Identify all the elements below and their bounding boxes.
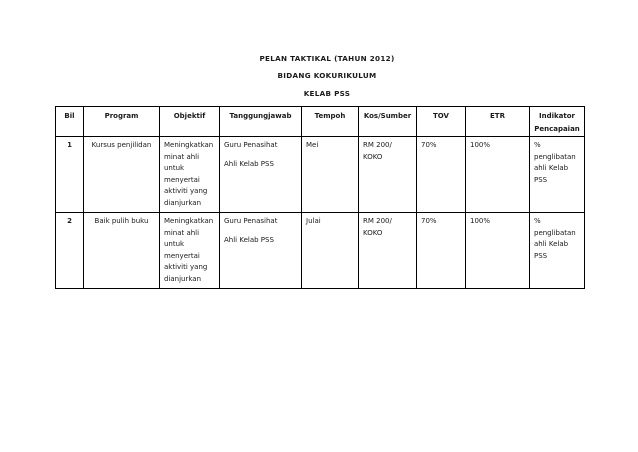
objektif-line: menyertai xyxy=(164,175,200,184)
objektif-line: aktiviti yang xyxy=(164,187,208,195)
indikator-line: % penglibatan xyxy=(534,141,576,161)
cell-program: Baik pulih buku xyxy=(84,213,160,289)
cell-etr: 100% xyxy=(466,137,530,213)
cell-tov: 70% xyxy=(417,213,466,289)
objektif-line: dianjurkan xyxy=(164,274,202,283)
tanggungjawab-line: Guru Penasihat xyxy=(224,217,278,225)
cell-tov: 70% xyxy=(417,137,466,213)
objektif-line: Meningkatkan xyxy=(164,141,214,149)
kos-line: KOKO xyxy=(363,228,383,237)
cell-kos-sumber xyxy=(359,213,417,289)
objektif-line: dianjurkan xyxy=(164,198,202,207)
indikator-line: % penglibatan xyxy=(534,217,576,237)
header-program: Program xyxy=(84,107,160,137)
header-indikator: Indikator Pencapaian xyxy=(530,107,585,137)
indikator-line: PSS xyxy=(534,251,548,260)
cell-tanggungjawab xyxy=(220,137,302,213)
objektif-line: minat ahli xyxy=(164,152,200,161)
indikator-line: ahli Kelab xyxy=(534,164,569,172)
tanggungjawab-line: Guru Penasihat xyxy=(224,141,278,149)
indikator-line: PSS xyxy=(534,175,548,184)
header-tanggungjawab: Tanggungjawab xyxy=(220,107,302,137)
kos-line: KOKO xyxy=(363,152,383,161)
header-tov: TOV xyxy=(417,107,466,137)
kos-line: RM 200/ xyxy=(363,217,392,225)
cell-tempoh: Julai xyxy=(302,213,359,289)
indikator-line: ahli Kelab xyxy=(534,240,569,248)
kos-line: RM 200/ xyxy=(363,141,392,149)
cell-objektif xyxy=(160,137,220,213)
table-row xyxy=(56,213,585,289)
club-name: KELAB PSS xyxy=(303,89,351,98)
document-title: PELAN TAKTIKAL (TAHUN 2012) xyxy=(259,54,395,63)
cell-bil: 1 xyxy=(56,137,84,213)
cell-objektif xyxy=(160,213,220,289)
objektif-line: menyertai xyxy=(164,251,200,260)
tanggungjawab-line: Ahli Kelab PSS xyxy=(224,159,274,168)
header-kos-sumber: Kos/Sumber xyxy=(359,107,417,137)
cell-bil: 2 xyxy=(56,213,84,289)
document-subtitle: BIDANG KOKURIKULUM xyxy=(277,71,377,80)
header-bil: Bil xyxy=(56,107,84,137)
cell-tempoh: Mei xyxy=(302,137,359,213)
objektif-line: minat ahli xyxy=(164,228,200,237)
table-header-row xyxy=(56,107,585,137)
objektif-line: untuk xyxy=(164,240,185,248)
objektif-line: Meningkatkan xyxy=(164,217,214,225)
cell-program: Kursus penjilidan xyxy=(84,137,160,213)
objektif-line: untuk xyxy=(164,164,185,172)
tanggungjawab-line: Ahli Kelab PSS xyxy=(224,235,274,244)
cell-indikator xyxy=(530,137,585,213)
tactical-plan-table xyxy=(55,106,585,289)
table-row xyxy=(56,137,585,213)
header-etr: ETR xyxy=(466,107,530,137)
header-tempoh: Tempoh xyxy=(302,107,359,137)
cell-indikator xyxy=(530,213,585,289)
cell-kos-sumber xyxy=(359,137,417,213)
header-objektif: Objektif xyxy=(160,107,220,137)
cell-etr: 100% xyxy=(466,213,530,289)
cell-tanggungjawab xyxy=(220,213,302,289)
objektif-line: aktiviti yang xyxy=(164,263,208,271)
